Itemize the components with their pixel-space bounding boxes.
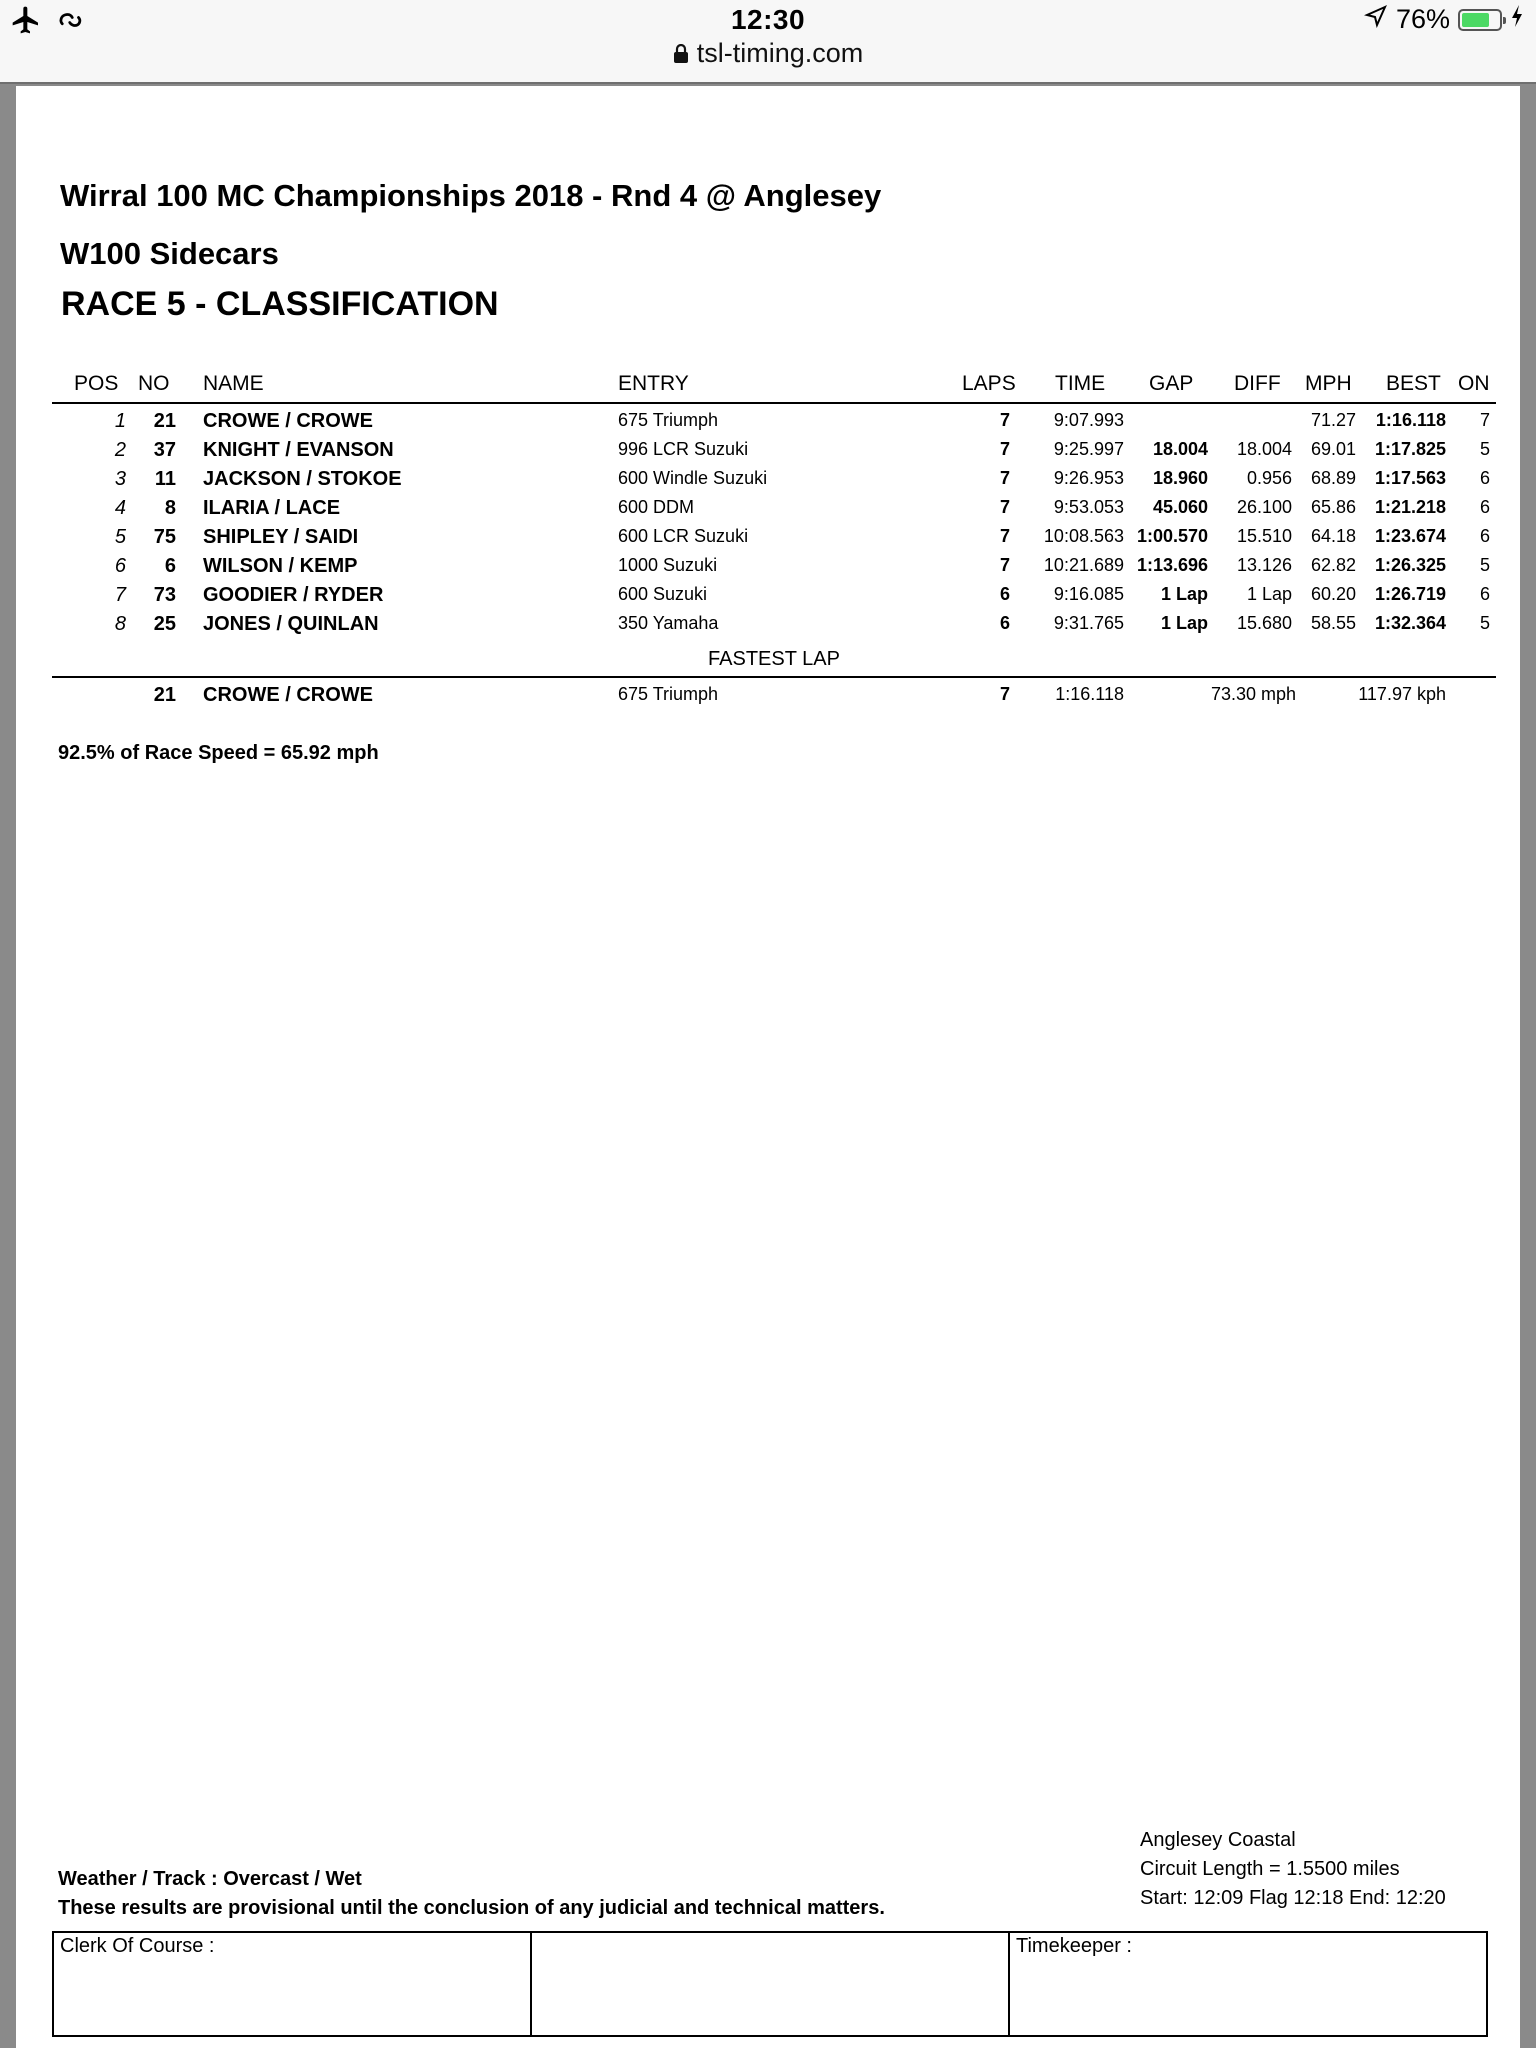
header-time: TIME <box>1055 372 1106 395</box>
result-diff: 15.680 <box>1236 613 1292 633</box>
result-name: JONES / QUINLAN <box>203 613 379 635</box>
result-gap: 1:13.696 <box>1136 555 1208 575</box>
result-on: 5 <box>1479 555 1490 575</box>
result-mph: 60.20 <box>1310 584 1356 604</box>
result-pos: 6 <box>114 555 126 577</box>
result-name: GOODIER / RYDER <box>203 584 384 606</box>
result-no: 11 <box>154 468 176 490</box>
result-best: 1:21.218 <box>1374 497 1446 517</box>
result-time: 9:26.953 <box>1053 468 1124 488</box>
result-time: 10:08.563 <box>1043 526 1124 546</box>
result-diff: 26.100 <box>1236 497 1292 517</box>
status-time: 12:30 <box>730 4 806 35</box>
result-laps: 7 <box>999 410 1010 430</box>
result-mph: 68.89 <box>1310 468 1356 488</box>
result-time: 9:07.993 <box>1053 410 1124 430</box>
results-header <box>52 368 1496 404</box>
result-name: CROWE / CROWE <box>203 410 373 432</box>
result-on: 7 <box>1479 410 1490 430</box>
header-pos: POS <box>74 372 119 395</box>
result-best: 1:17.563 <box>1374 468 1446 488</box>
fastest-lap-mph: 73.30 mph <box>1210 684 1296 704</box>
result-gap: 1 Lap <box>1160 584 1208 604</box>
result-row <box>52 408 1496 437</box>
circuit-name: Anglesey Coastal <box>1140 1829 1296 1851</box>
result-pos: 3 <box>114 468 126 490</box>
fastest-lap-time: 1:16.118 <box>1055 684 1124 704</box>
result-diff: 1 Lap <box>1246 584 1292 604</box>
result-name: SHIPLEY / SAIDI <box>203 526 359 548</box>
result-no: 73 <box>153 584 176 606</box>
result-best: 1:32.364 <box>1374 613 1446 633</box>
result-entry: 600 Windle Suzuki <box>618 468 768 488</box>
race-speed-note: 92.5% of Race Speed = 65.92 mph <box>58 742 379 764</box>
result-mph: 64.18 <box>1310 526 1356 546</box>
result-time: 9:31.765 <box>1053 613 1124 633</box>
result-entry: 350 Yamaha <box>618 613 719 633</box>
result-entry: 600 Suzuki <box>618 584 708 604</box>
result-row <box>52 466 1496 495</box>
result-no: 75 <box>153 526 176 548</box>
circuit-length: Circuit Length = 1.5500 miles <box>1140 1858 1400 1880</box>
result-name: JACKSON / STOKOE <box>203 468 402 490</box>
result-row <box>52 495 1496 524</box>
result-diff: 18.004 <box>1236 439 1292 459</box>
header-entry: ENTRY <box>618 372 689 395</box>
result-mph: 58.55 <box>1310 613 1356 633</box>
result-name: KNIGHT / EVANSON <box>203 439 394 461</box>
circuit-info <box>1140 1826 1446 1913</box>
location-arrow-icon <box>1364 4 1388 35</box>
result-row <box>52 611 1496 640</box>
result-laps: 7 <box>999 497 1010 517</box>
weather-track: Weather / Track : Overcast / Wet <box>58 1868 362 1890</box>
header-diff: DIFF <box>1234 372 1281 395</box>
timekeeper-label: Timekeeper : <box>1016 1935 1132 1957</box>
result-row <box>52 437 1496 466</box>
result-best: 1:17.825 <box>1374 439 1446 459</box>
result-gap: 18.004 <box>1152 439 1208 459</box>
header-mph: MPH <box>1305 372 1352 395</box>
result-no: 37 <box>153 439 176 461</box>
signature-middle-cell <box>532 1933 1010 2035</box>
result-on: 5 <box>1479 613 1490 633</box>
result-on: 6 <box>1479 526 1490 546</box>
result-mph: 69.01 <box>1310 439 1356 459</box>
result-pos: 7 <box>114 584 126 606</box>
result-gap: 1 Lap <box>1160 613 1208 633</box>
result-time: 9:16.085 <box>1053 584 1124 604</box>
result-no: 21 <box>153 410 176 432</box>
result-mph: 71.27 <box>1310 410 1356 430</box>
signature-box <box>52 1931 1488 2037</box>
result-laps: 6 <box>999 584 1010 604</box>
result-time: 9:53.053 <box>1053 497 1124 517</box>
result-best: 1:16.118 <box>1375 410 1446 430</box>
provisional-note: These results are provisional until the conclusion of any judicial and technical matters. <box>58 1897 885 1919</box>
result-pos: 2 <box>114 439 126 461</box>
result-entry: 996 LCR Suzuki <box>618 439 749 459</box>
result-on: 6 <box>1479 468 1490 488</box>
clerk-of-course-cell <box>54 1933 532 2035</box>
header-on: ON <box>1458 372 1490 395</box>
result-gap: 45.060 <box>1152 497 1208 517</box>
result-entry: 600 LCR Suzuki <box>618 526 749 546</box>
result-name: ILARIA / LACE <box>203 497 341 519</box>
result-mph: 65.86 <box>1310 497 1356 517</box>
header-laps: LAPS <box>962 372 1016 395</box>
result-time: 10:21.689 <box>1043 555 1124 575</box>
timekeeper-cell <box>1010 1933 1486 2035</box>
result-diff: 0.956 <box>1246 468 1292 488</box>
header-best: BEST <box>1386 372 1441 395</box>
race-times: Start: 12:09 Flag 12:18 End: 12:20 <box>1140 1887 1446 1909</box>
result-entry: 675 Triumph <box>618 410 719 430</box>
result-diff: 13.126 <box>1236 555 1292 575</box>
race-title: RACE 5 - CLASSIFICATION <box>61 285 499 323</box>
event-title: Wirral 100 MC Championships 2018 - Rnd 4 @ Anglesey <box>60 178 882 213</box>
result-gap: 1:00.570 <box>1136 526 1208 546</box>
result-best: 1:23.674 <box>1374 526 1446 546</box>
result-row <box>52 582 1496 611</box>
fastest-lap-entry: 675 Triumph <box>618 684 719 704</box>
fastest-lap-heading: FASTEST LAP <box>52 642 1496 678</box>
header-gap: GAP <box>1149 372 1194 395</box>
result-mph: 62.82 <box>1310 555 1356 575</box>
result-gap: 18.960 <box>1152 468 1208 488</box>
clerk-label: Clerk Of Course : <box>60 1935 215 1957</box>
class-name: W100 Sidecars <box>60 236 279 271</box>
result-laps: 7 <box>999 526 1010 546</box>
result-row <box>52 553 1496 582</box>
result-pos: 1 <box>114 410 126 432</box>
url-text[interactable]: tsl-timing.com <box>696 38 864 68</box>
result-best: 1:26.719 <box>1374 584 1446 604</box>
result-laps: 6 <box>999 613 1010 633</box>
results-body <box>52 404 1496 640</box>
result-best: 1:26.325 <box>1374 555 1446 575</box>
result-on: 5 <box>1479 439 1490 459</box>
result-laps: 7 <box>999 468 1010 488</box>
address-bar[interactable] <box>0 38 1536 71</box>
result-entry: 600 DDM <box>618 497 695 517</box>
weather-block <box>58 1865 885 1923</box>
result-time: 9:25.997 <box>1053 439 1124 459</box>
charging-bolt-icon <box>1510 4 1524 35</box>
result-laps: 7 <box>999 439 1010 459</box>
fastest-lap-row <box>52 678 1496 710</box>
battery-icon <box>1458 9 1502 31</box>
fastest-lap-laps: 7 <box>999 684 1010 704</box>
status-right-icons <box>1364 4 1524 35</box>
fastest-lap-name: CROWE / CROWE <box>203 684 373 706</box>
header-no: NO <box>138 372 170 395</box>
result-diff: 15.510 <box>1236 526 1292 546</box>
battery-percent: 76% <box>1395 4 1450 34</box>
result-on: 6 <box>1479 584 1490 604</box>
battery-level <box>1462 13 1489 27</box>
fastest-lap-kph: 117.97 kph <box>1358 684 1446 704</box>
fastest-lap-no: 21 <box>153 684 176 706</box>
result-entry: 1000 Suzuki <box>618 555 718 575</box>
results-table <box>52 368 1496 710</box>
result-name: WILSON / KEMP <box>203 555 358 577</box>
browser-status-bar <box>0 0 1536 84</box>
result-pos: 8 <box>114 613 126 635</box>
result-on: 6 <box>1479 497 1490 517</box>
result-no: 6 <box>164 555 176 577</box>
result-row <box>52 524 1496 553</box>
header-name: NAME <box>203 372 264 395</box>
result-laps: 7 <box>999 555 1010 575</box>
result-no: 25 <box>153 613 176 635</box>
lock-icon <box>673 40 689 71</box>
result-pos: 4 <box>114 497 126 519</box>
results-document <box>16 86 1520 2048</box>
result-no: 8 <box>164 497 176 519</box>
result-pos: 5 <box>114 526 126 548</box>
